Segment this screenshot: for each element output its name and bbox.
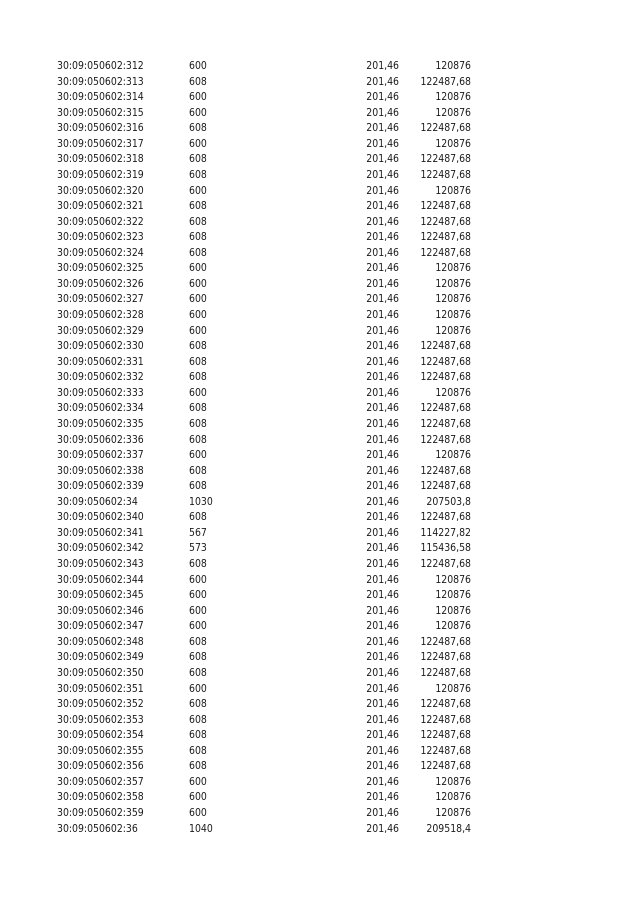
total-value-cell: 122487,68 xyxy=(420,122,471,135)
total-value-cell: 122487,68 xyxy=(420,729,471,742)
cadastral-number-cell: 30:09:050602:326 xyxy=(57,277,144,290)
unit-price-cell: 201,46 xyxy=(366,620,399,633)
table-row xyxy=(0,619,640,635)
total-value-cell: 120876 xyxy=(435,573,471,586)
cadastral-number-cell: 30:09:050602:341 xyxy=(57,526,144,539)
unit-price-cell: 201,46 xyxy=(366,495,399,508)
unit-price-cell: 201,46 xyxy=(366,137,399,150)
area-cell: 608 xyxy=(189,371,207,384)
cadastral-number-cell: 30:09:050602:321 xyxy=(57,200,144,213)
total-value-cell: 122487,68 xyxy=(420,168,471,181)
total-value-cell: 122487,68 xyxy=(420,511,471,524)
table-row xyxy=(0,448,640,464)
area-cell: 608 xyxy=(189,417,207,430)
area-cell: 600 xyxy=(189,106,207,119)
cadastral-number-cell: 30:09:050602:335 xyxy=(57,417,144,430)
area-cell: 600 xyxy=(189,293,207,306)
area-cell: 608 xyxy=(189,168,207,181)
total-value-cell: 122487,68 xyxy=(420,464,471,477)
total-value-cell: 122487,68 xyxy=(420,698,471,711)
cadastral-number-cell: 30:09:050602:332 xyxy=(57,371,144,384)
area-cell: 600 xyxy=(189,60,207,72)
area-cell: 600 xyxy=(189,309,207,321)
area-cell: 1040 xyxy=(189,822,213,835)
total-value-cell: 122487,68 xyxy=(420,651,471,664)
unit-price-cell: 201,46 xyxy=(366,184,399,197)
cadastral-number-cell: 30:09:050602:339 xyxy=(57,480,144,493)
unit-price-cell: 201,46 xyxy=(366,277,399,290)
total-value-cell: 122487,68 xyxy=(420,200,471,213)
total-value-cell: 120876 xyxy=(435,791,471,804)
unit-price-cell: 201,46 xyxy=(366,698,399,711)
unit-price-cell: 201,46 xyxy=(366,262,399,275)
unit-price-cell: 201,46 xyxy=(366,760,399,773)
unit-price-cell: 201,46 xyxy=(366,75,399,88)
total-value-cell: 122487,68 xyxy=(420,417,471,430)
cadastral-number-cell: 30:09:050602:338 xyxy=(57,464,144,477)
table-row xyxy=(0,464,640,480)
unit-price-cell: 201,46 xyxy=(366,822,399,835)
cadastral-number-cell: 30:09:050602:359 xyxy=(57,807,144,819)
area-cell: 600 xyxy=(189,184,207,197)
area-cell: 608 xyxy=(189,355,207,368)
cadastral-number-cell: 30:09:050602:313 xyxy=(57,75,144,88)
unit-price-cell: 201,46 xyxy=(366,589,399,602)
area-cell: 600 xyxy=(189,324,207,337)
unit-price-cell: 201,46 xyxy=(366,417,399,430)
table-row xyxy=(0,744,640,760)
table-row xyxy=(0,433,640,449)
cadastral-number-cell: 30:09:050602:323 xyxy=(57,231,144,244)
area-cell: 600 xyxy=(189,682,207,695)
area-cell: 600 xyxy=(189,604,207,617)
total-value-cell: 120876 xyxy=(435,589,471,602)
total-value-cell: 122487,68 xyxy=(420,744,471,757)
total-value-cell: 122487,68 xyxy=(420,760,471,773)
table-row xyxy=(0,199,640,215)
cadastral-number-cell: 30:09:050602:350 xyxy=(57,666,144,679)
area-cell: 600 xyxy=(189,573,207,586)
table-row xyxy=(0,510,640,526)
cadastral-number-cell: 30:09:050602:354 xyxy=(57,729,144,742)
unit-price-cell: 201,46 xyxy=(366,386,399,399)
total-value-cell: 120876 xyxy=(435,449,471,462)
unit-price-cell: 201,46 xyxy=(366,635,399,648)
total-value-cell: 122487,68 xyxy=(420,433,471,446)
total-value-cell: 120876 xyxy=(435,137,471,150)
unit-price-cell: 201,46 xyxy=(366,791,399,804)
total-value-cell: 122487,68 xyxy=(420,75,471,88)
area-cell: 608 xyxy=(189,635,207,648)
table-row xyxy=(0,308,640,324)
unit-price-cell: 201,46 xyxy=(366,324,399,337)
cadastral-number-cell: 30:09:050602:329 xyxy=(57,324,144,337)
area-cell: 608 xyxy=(189,75,207,88)
cadastral-number-cell: 30:09:050602:351 xyxy=(57,682,144,695)
unit-price-cell: 201,46 xyxy=(366,402,399,415)
cadastral-number-cell: 30:09:050602:312 xyxy=(57,60,144,72)
table-row xyxy=(0,277,640,293)
unit-price-cell: 201,46 xyxy=(366,542,399,555)
unit-price-cell: 201,46 xyxy=(366,511,399,524)
table-row xyxy=(0,137,640,153)
table-row xyxy=(0,90,640,106)
total-value-cell: 122487,68 xyxy=(420,215,471,228)
table-row xyxy=(0,355,640,371)
table-row xyxy=(0,604,640,620)
cadastral-number-cell: 30:09:050602:330 xyxy=(57,340,144,353)
table-row xyxy=(0,417,640,433)
table-row xyxy=(0,541,640,557)
total-value-cell: 120876 xyxy=(435,184,471,197)
table-row xyxy=(0,370,640,386)
cadastral-number-cell: 30:09:050602:314 xyxy=(57,91,144,104)
unit-price-cell: 201,46 xyxy=(366,91,399,104)
cadastral-number-cell: 30:09:050602:316 xyxy=(57,122,144,135)
total-value-cell: 122487,68 xyxy=(420,713,471,726)
total-value-cell: 120876 xyxy=(435,807,471,819)
area-cell: 600 xyxy=(189,791,207,804)
total-value-cell: 122487,68 xyxy=(420,246,471,259)
cadastral-number-cell: 30:09:050602:355 xyxy=(57,744,144,757)
total-value-cell: 120876 xyxy=(435,293,471,306)
unit-price-cell: 201,46 xyxy=(366,480,399,493)
table-row xyxy=(0,790,640,806)
total-value-cell: 120876 xyxy=(435,60,471,72)
unit-price-cell: 201,46 xyxy=(366,60,399,72)
table-row xyxy=(0,759,640,775)
total-value-cell: 207503,8 xyxy=(426,495,471,508)
area-cell: 600 xyxy=(189,620,207,633)
area-cell: 600 xyxy=(189,262,207,275)
cadastral-number-cell: 30:09:050602:337 xyxy=(57,449,144,462)
total-value-cell: 122487,68 xyxy=(420,558,471,570)
table-row xyxy=(0,682,640,698)
total-value-cell: 115436,58 xyxy=(420,542,471,555)
total-value-cell: 122487,68 xyxy=(420,402,471,415)
spreadsheet-table xyxy=(0,59,640,837)
unit-price-cell: 201,46 xyxy=(366,729,399,742)
area-cell: 600 xyxy=(189,137,207,150)
total-value-cell: 122487,68 xyxy=(420,371,471,384)
area-cell: 608 xyxy=(189,200,207,213)
area-cell: 608 xyxy=(189,402,207,415)
unit-price-cell: 201,46 xyxy=(366,246,399,259)
table-row xyxy=(0,588,640,604)
unit-price-cell: 201,46 xyxy=(366,215,399,228)
cadastral-number-cell: 30:09:050602:343 xyxy=(57,558,144,570)
cadastral-number-cell: 30:09:050602:348 xyxy=(57,635,144,648)
unit-price-cell: 201,46 xyxy=(366,200,399,213)
cadastral-number-cell: 30:09:050602:325 xyxy=(57,262,144,275)
table-row xyxy=(0,152,640,168)
area-cell: 573 xyxy=(189,542,207,555)
cadastral-number-cell: 30:09:050602:319 xyxy=(57,168,144,181)
table-row xyxy=(0,806,640,822)
unit-price-cell: 201,46 xyxy=(366,651,399,664)
total-value-cell: 122487,68 xyxy=(420,666,471,679)
total-value-cell: 122487,68 xyxy=(420,231,471,244)
total-value-cell: 209518,4 xyxy=(426,822,471,835)
area-cell: 608 xyxy=(189,511,207,524)
total-value-cell: 122487,68 xyxy=(420,480,471,493)
cadastral-number-cell: 30:09:050602:344 xyxy=(57,573,144,586)
table-row xyxy=(0,168,640,184)
unit-price-cell: 201,46 xyxy=(366,775,399,788)
cadastral-number-cell: 30:09:050602:336 xyxy=(57,433,144,446)
area-cell: 600 xyxy=(189,386,207,399)
total-value-cell: 122487,68 xyxy=(420,635,471,648)
area-cell: 608 xyxy=(189,480,207,493)
table-row xyxy=(0,106,640,122)
total-value-cell: 120876 xyxy=(435,91,471,104)
area-cell: 608 xyxy=(189,215,207,228)
unit-price-cell: 201,46 xyxy=(366,309,399,321)
table-row xyxy=(0,401,640,417)
total-value-cell: 120876 xyxy=(435,775,471,788)
cadastral-number-cell: 30:09:050602:36 xyxy=(57,822,138,835)
area-cell: 608 xyxy=(189,340,207,353)
cadastral-number-cell: 30:09:050602:353 xyxy=(57,713,144,726)
area-cell: 600 xyxy=(189,449,207,462)
table-row xyxy=(0,822,640,838)
cadastral-number-cell: 30:09:050602:315 xyxy=(57,106,144,119)
area-cell: 608 xyxy=(189,698,207,711)
area-cell: 600 xyxy=(189,775,207,788)
table-row xyxy=(0,697,640,713)
unit-price-cell: 201,46 xyxy=(366,371,399,384)
area-cell: 608 xyxy=(189,122,207,135)
unit-price-cell: 201,46 xyxy=(366,231,399,244)
table-row xyxy=(0,713,640,729)
unit-price-cell: 201,46 xyxy=(366,449,399,462)
area-cell: 1030 xyxy=(189,495,213,508)
cadastral-number-cell: 30:09:050602:347 xyxy=(57,620,144,633)
cadastral-number-cell: 30:09:050602:346 xyxy=(57,604,144,617)
table-row xyxy=(0,184,640,200)
table-row xyxy=(0,121,640,137)
table-row xyxy=(0,215,640,231)
cadastral-number-cell: 30:09:050602:357 xyxy=(57,775,144,788)
unit-price-cell: 201,46 xyxy=(366,355,399,368)
total-value-cell: 120876 xyxy=(435,106,471,119)
cadastral-number-cell: 30:09:050602:324 xyxy=(57,246,144,259)
area-cell: 600 xyxy=(189,807,207,819)
cadastral-number-cell: 30:09:050602:317 xyxy=(57,137,144,150)
total-value-cell: 122487,68 xyxy=(420,340,471,353)
area-cell: 608 xyxy=(189,760,207,773)
total-value-cell: 114227,82 xyxy=(420,526,471,539)
unit-price-cell: 201,46 xyxy=(366,604,399,617)
unit-price-cell: 201,46 xyxy=(366,464,399,477)
area-cell: 608 xyxy=(189,231,207,244)
unit-price-cell: 201,46 xyxy=(366,168,399,181)
cadastral-number-cell: 30:09:050602:345 xyxy=(57,589,144,602)
unit-price-cell: 201,46 xyxy=(366,682,399,695)
total-value-cell: 120876 xyxy=(435,277,471,290)
unit-price-cell: 201,46 xyxy=(366,666,399,679)
area-cell: 608 xyxy=(189,666,207,679)
area-cell: 608 xyxy=(189,153,207,166)
unit-price-cell: 201,46 xyxy=(366,558,399,570)
table-row xyxy=(0,479,640,495)
cadastral-number-cell: 30:09:050602:328 xyxy=(57,309,144,321)
cadastral-number-cell: 30:09:050602:358 xyxy=(57,791,144,804)
cadastral-number-cell: 30:09:050602:327 xyxy=(57,293,144,306)
unit-price-cell: 201,46 xyxy=(366,526,399,539)
unit-price-cell: 201,46 xyxy=(366,153,399,166)
table-row xyxy=(0,635,640,651)
cadastral-number-cell: 30:09:050602:318 xyxy=(57,153,144,166)
cadastral-number-cell: 30:09:050602:342 xyxy=(57,542,144,555)
total-value-cell: 120876 xyxy=(435,604,471,617)
table-row xyxy=(0,386,640,402)
total-value-cell: 122487,68 xyxy=(420,355,471,368)
table-row xyxy=(0,230,640,246)
area-cell: 600 xyxy=(189,91,207,104)
unit-price-cell: 201,46 xyxy=(366,744,399,757)
area-cell: 608 xyxy=(189,464,207,477)
table-row xyxy=(0,666,640,682)
area-cell: 600 xyxy=(189,589,207,602)
cadastral-number-cell: 30:09:050602:322 xyxy=(57,215,144,228)
table-row xyxy=(0,75,640,91)
total-value-cell: 120876 xyxy=(435,309,471,321)
cadastral-number-cell: 30:09:050602:34 xyxy=(57,495,138,508)
cadastral-number-cell: 30:09:050602:349 xyxy=(57,651,144,664)
area-cell: 608 xyxy=(189,651,207,664)
area-cell: 600 xyxy=(189,277,207,290)
unit-price-cell: 201,46 xyxy=(366,293,399,306)
table-row xyxy=(0,557,640,573)
cadastral-number-cell: 30:09:050602:352 xyxy=(57,698,144,711)
table-row xyxy=(0,650,640,666)
area-cell: 608 xyxy=(189,744,207,757)
unit-price-cell: 201,46 xyxy=(366,106,399,119)
table-row xyxy=(0,261,640,277)
cadastral-number-cell: 30:09:050602:320 xyxy=(57,184,144,197)
unit-price-cell: 201,46 xyxy=(366,713,399,726)
total-value-cell: 120876 xyxy=(435,620,471,633)
area-cell: 608 xyxy=(189,433,207,446)
area-cell: 608 xyxy=(189,713,207,726)
cadastral-number-cell: 30:09:050602:356 xyxy=(57,760,144,773)
table-row xyxy=(0,495,640,511)
total-value-cell: 120876 xyxy=(435,262,471,275)
table-row xyxy=(0,526,640,542)
cadastral-number-cell: 30:09:050602:340 xyxy=(57,511,144,524)
area-cell: 608 xyxy=(189,729,207,742)
unit-price-cell: 201,46 xyxy=(366,340,399,353)
total-value-cell: 120876 xyxy=(435,324,471,337)
cadastral-number-cell: 30:09:050602:333 xyxy=(57,386,144,399)
unit-price-cell: 201,46 xyxy=(366,573,399,586)
table-row xyxy=(0,573,640,589)
table-row xyxy=(0,775,640,791)
cadastral-number-cell: 30:09:050602:334 xyxy=(57,402,144,415)
table-row xyxy=(0,728,640,744)
total-value-cell: 122487,68 xyxy=(420,153,471,166)
total-value-cell: 120876 xyxy=(435,386,471,399)
table-row xyxy=(0,246,640,262)
area-cell: 567 xyxy=(189,526,207,539)
unit-price-cell: 201,46 xyxy=(366,433,399,446)
table-row xyxy=(0,339,640,355)
unit-price-cell: 201,46 xyxy=(366,122,399,135)
table-row xyxy=(0,292,640,308)
table-row xyxy=(0,59,640,75)
table-row xyxy=(0,324,640,340)
unit-price-cell: 201,46 xyxy=(366,807,399,819)
cadastral-number-cell: 30:09:050602:331 xyxy=(57,355,144,368)
area-cell: 608 xyxy=(189,558,207,570)
area-cell: 608 xyxy=(189,246,207,259)
total-value-cell: 120876 xyxy=(435,682,471,695)
